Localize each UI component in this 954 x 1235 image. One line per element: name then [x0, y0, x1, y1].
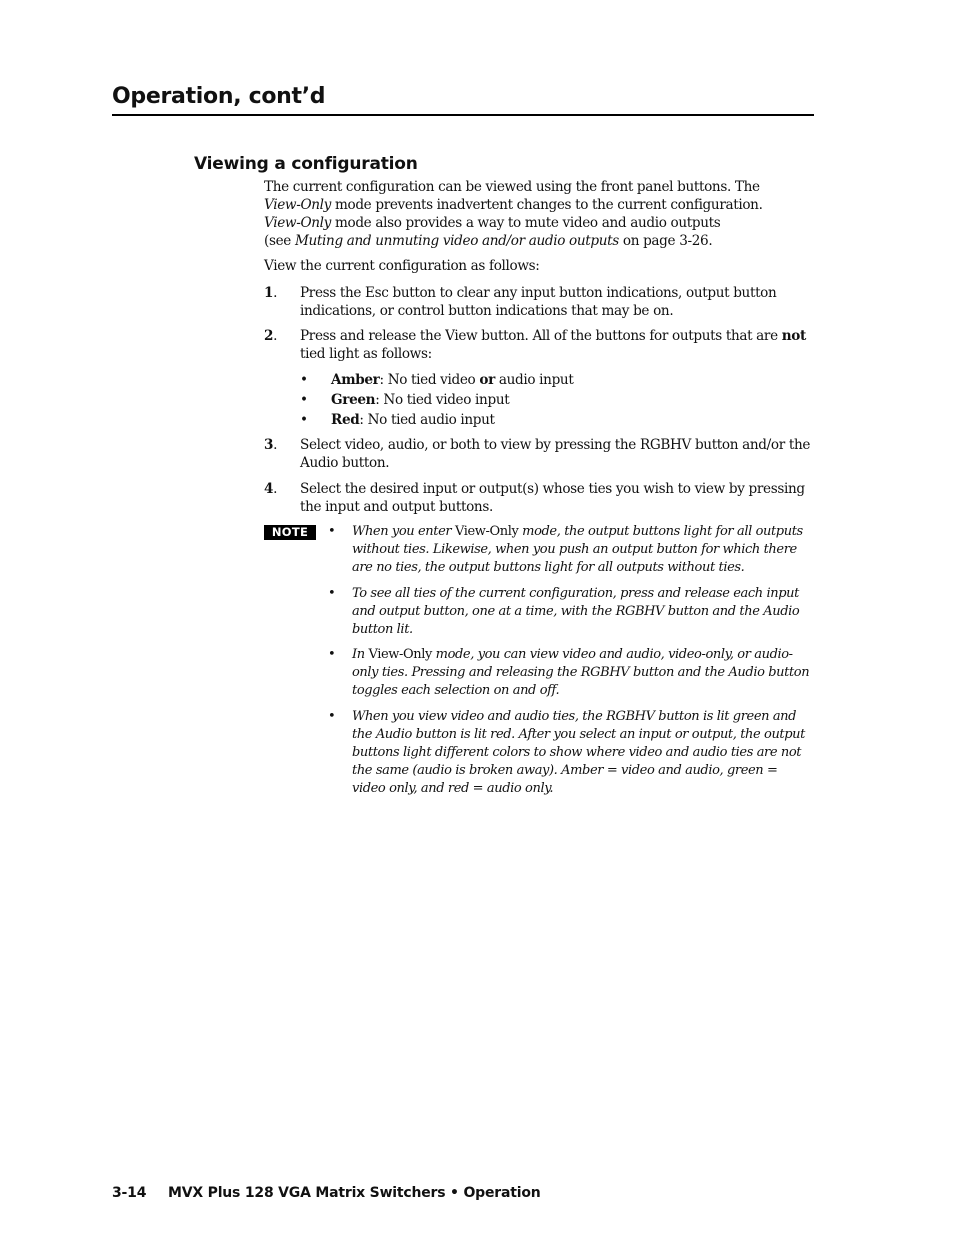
bullet-dot: • — [328, 586, 336, 601]
step-text: Select the desired input or output(s) whose ties you wish to view by pressing the input and output buttons. — [300, 481, 805, 515]
step-text: Press the Esc button to clear any input button indications, output button indications, or control button indications that may be on. — [300, 285, 777, 319]
bullet-text: Amber: No tied video or audio input — [331, 372, 574, 388]
page-number: 3-14 — [112, 1185, 147, 1201]
instruction-lead: View the current configuration as follows: — [264, 258, 540, 274]
step-text: Press and release the View button. All of the buttons for outputs that are not tied light as follows: — [300, 328, 806, 362]
bullet-dot: • — [300, 392, 308, 408]
intro-line-1: The current configuration can be viewed using the front panel buttons. The — [264, 179, 760, 195]
section-heading: Viewing a configuration — [194, 154, 418, 174]
bullet-dot: • — [328, 524, 336, 539]
bullet-text: Green: No tied video input — [331, 392, 510, 408]
step-number: 1. — [264, 285, 278, 301]
note-text: When you view video and audio ties, the RGBHV button is lit green and the Audio button is lit red. After you select an input or output, the output buttons light different colors to show where video and audio ties are not the same (audio is broken away). Amber = video and audio, green = video only, and red = audio only. — [352, 709, 805, 796]
bullet-dot: • — [328, 647, 336, 662]
bullet-dot: • — [328, 709, 336, 724]
note-badge: NOTE — [264, 525, 316, 540]
bullet-text: Red: No tied audio input — [331, 412, 495, 428]
bullet-dot: • — [300, 372, 308, 388]
intro-line-2: View-Only mode prevents inadvertent changes to the current configuration. — [264, 197, 763, 213]
intro-line-4: (see Muting and unmuting video and/or audio outputs on page 3-26. — [264, 233, 713, 249]
step-number: 2. — [264, 328, 278, 344]
step-text: Select video, audio, or both to view by pressing the RGBHV button and/or the Audio button. — [300, 437, 811, 471]
page-title: Operation, cont’d — [112, 83, 814, 116]
note-text: When you enter View-Only mode, the output buttons light for all outputs without ties. Likewise, when you push an output button for which there are no ties, the output buttons light for all outputs without ties. — [352, 524, 803, 575]
step-number: 3. — [264, 437, 278, 453]
intro-line-3: View-Only mode also provides a way to mute video and audio outputs — [264, 215, 721, 231]
note-text: To see all ties of the current configuration, press and release each input and output button, one at a time, with the RGBHV button and the Audio button lit. — [352, 586, 800, 637]
footer-text: MVX Plus 128 VGA Matrix Switchers • Operation — [168, 1185, 541, 1201]
page-footer — [112, 1184, 541, 1202]
step-number: 4. — [264, 481, 278, 497]
note-text: In View-Only mode, you can view video and audio, video-only, or audio-only ties. Pressing and releasing the RGBHV button and the Audio button toggles each selection on and off. — [352, 647, 810, 698]
bullet-dot: • — [300, 412, 308, 428]
intro-paragraph — [264, 178, 812, 250]
